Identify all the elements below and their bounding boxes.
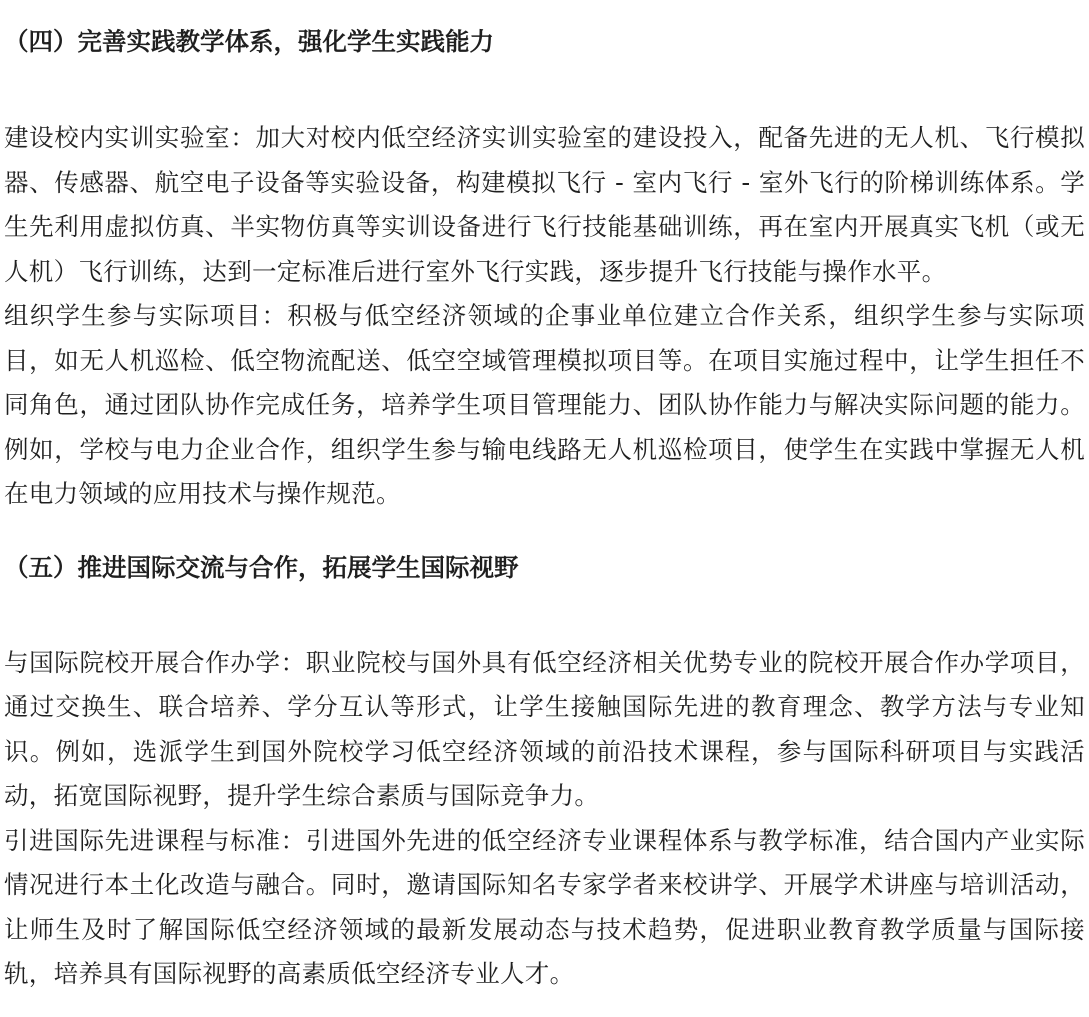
- section-4-paragraph-1: 建设校内实训实验室：加大对校内低空经济实训实验室的建设投入，配备先进的无人机、飞行模拟器、传感器、航空电子设备等实验设备，构建模拟飞行 - 室内飞行 - 室外飞行的阶梯训练体系。学生先利用虚拟仿真、半实物仿真等实训设备进行飞行技能基础训练，再在室内开展真实飞机（或无人机）飞行训练，达到一定标准后进行室外飞行实践，逐步提升飞行技能与操作水平。: [4, 123, 1085, 286]
- section-4-paragraph-2: 组织学生参与实际项目：积极与低空经济领域的企事业单位建立合作关系，组织学生参与实际项目，如无人机巡检、低空物流配送、低空空域管理模拟项目等。在项目实施过程中，让学生担任不同角色，通过团队协作完成任务，培养学生项目管理能力、团队协作能力与解决实际问题的能力。例如，学校与电力企业合作，组织学生参与输电线路无人机巡检项目，使学生在实践中掌握无人机在电力领域的应用技术与操作规范。: [4, 301, 1085, 508]
- section-4-heading: （四）完善实践教学体系，强化学生实践能力: [4, 27, 494, 56]
- section-5-paragraph-1: 与国际院校开展合作办学：职业院校与国外具有低空经济相关优势专业的院校开展合作办学项目，通过交换生、联合培养、学分互认等形式，让学生接触国际先进的教育理念、教学方法与专业知识。例如，选派学生到国外院校学习低空经济领域的前沿技术课程，参与国际科研项目与实践活动，拓宽国际视野，提升学生综合素质与国际竞争力。: [4, 647, 1085, 810]
- section-5-paragraph-2: 引进国际先进课程与标准：引进国外先进的低空经济专业课程体系与教学标准，结合国内产业实际情况进行本土化改造与融合。同时，邀请国际知名专家学者来校讲学、开展学术讲座与培训活动，让师生及时了解国际低空经济领域的最新发展动态与技术趋势，促进职业教育教学质量与国际接轨，培养具有国际视野的高素质低空经济专业人才。: [4, 825, 1085, 988]
- section-5-heading: （五）推进国际交流与合作，拓展学生国际视野: [4, 552, 519, 582]
